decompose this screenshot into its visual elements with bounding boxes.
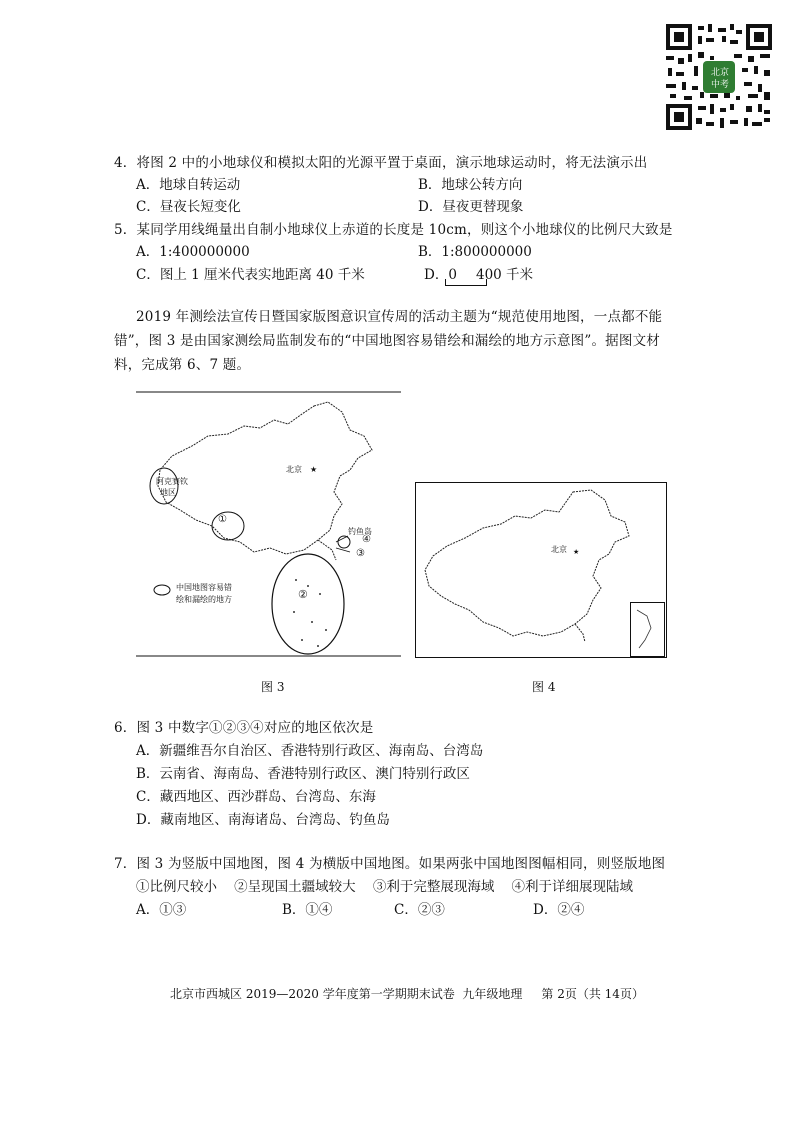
svg-text:★: ★ [573, 548, 580, 556]
q6-option-c: C．藏西地区、西沙群岛、台湾岛、东海 [136, 789, 376, 805]
q7-option-c: C．②③ [394, 902, 445, 918]
marker-3: ③ [356, 548, 365, 559]
passage-line: 错”，图 3 是由国家测绘局监制发布的“中国地图容易错绘和漏绘的地方示意图”。据图文材 [114, 333, 660, 349]
question-5-stem: 5．某同学用线绳量出自制小地球仪上赤道的长度是 10cm，则这个小地球仪的比例尺大致是 [114, 222, 673, 238]
figure-3-map [136, 390, 402, 660]
label-aksai-chin-region: 地区 [160, 488, 176, 497]
question-6-stem: 6．图 3 中数字①②③④对应的地区依次是 [114, 720, 374, 736]
label-beijing: 北京 [551, 545, 567, 554]
q6-option-a: A．新疆维吾尔自治区、香港特别行政区、海南岛、台湾岛 [136, 743, 484, 759]
q4-option-b: B．地球公转方向 [418, 177, 523, 193]
label-beijing: 北京 [286, 465, 302, 474]
page-footer: 北京市西城区 2019—2020 学年度第一学期期末试卷 九年级地理 第 2页（共 14页） [170, 987, 644, 1001]
figure-4-caption: 图 4 [532, 680, 556, 694]
q5-option-a: A．1:400000000 [136, 244, 250, 260]
q5-option-b: B．1:800000000 [418, 244, 532, 260]
q5-option-c: C．图上 1 厘米代表实地距离 40 千米 [136, 267, 365, 283]
label-aksai-chin: 阿克赛钦 [156, 477, 188, 486]
marker-2: ② [298, 588, 308, 601]
qr-code [664, 22, 774, 132]
scale-bar [445, 279, 487, 286]
question-7-stem: 7．图 3 为竖版中国地图，图 4 为横版中国地图。如果两张中国地图图幅相同，则竖版地图 [114, 856, 666, 872]
q4-option-c: C．昼夜长短变化 [136, 199, 241, 215]
q7-option-a: A．①③ [136, 902, 187, 918]
q5-option-d-scale: 400 千米 [476, 267, 534, 283]
q4-option-a: A．地球自转运动 [136, 177, 241, 193]
passage-line: 2019 年测绘法宣传日暨国家版图意识宣传周的活动主题为“规范使用地图，一点都不能 [136, 309, 663, 325]
q5-option-d: D．0 [424, 267, 457, 283]
legend-text: 绘和漏绘的地方 [176, 595, 232, 604]
q7-option-d: D．②④ [533, 902, 585, 918]
q4-option-d: D．昼夜更替现象 [418, 199, 524, 215]
passage-line: 料，完成第 6、7 题。 [114, 357, 251, 373]
legend-text: 中国地图容易错 [176, 583, 232, 592]
figure-4-map [415, 482, 667, 658]
qr-badge-text: 中考 [711, 80, 730, 90]
q7-statements: ①比例尺较小 ②呈现国土疆域较大 ③利于完整展现海域 ④利于详细展现陆域 [136, 879, 633, 895]
qr-badge-text: 北京 [711, 68, 730, 78]
q6-option-d: D．藏南地区、南海诸岛、台湾岛、钓鱼岛 [136, 812, 390, 828]
q7-option-b: B．①④ [282, 902, 333, 918]
label-diaoyu: 钓鱼岛 [348, 527, 372, 536]
figure-3-caption: 图 3 [261, 680, 285, 694]
q6-option-b: B．云南省、海南岛、香港特别行政区、澳门特别行政区 [136, 766, 470, 782]
svg-text:★: ★ [310, 465, 318, 474]
question-4-stem: 4．将图 2 中的小地球仪和模拟太阳的光源平置于桌面，演示地球运动时，将无法演示出 [114, 155, 648, 171]
marker-1: ① [218, 514, 227, 525]
marker-4: ④ [362, 534, 371, 545]
